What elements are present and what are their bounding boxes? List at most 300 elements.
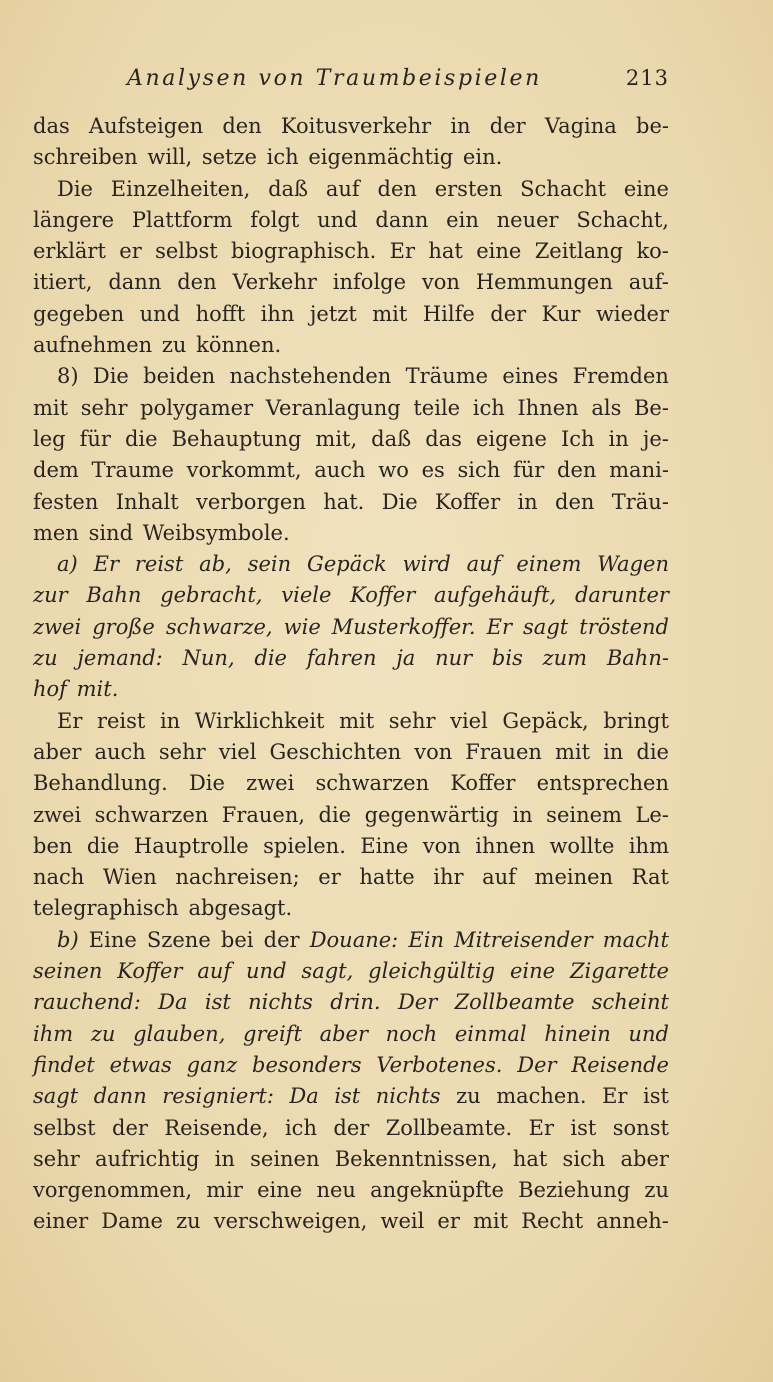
word: zur	[33, 583, 68, 608]
word: nachstehenden	[229, 364, 392, 389]
word: in	[608, 426, 629, 451]
text-line	[33, 1050, 669, 1081]
word: zum	[542, 646, 588, 671]
word: Rat	[631, 865, 669, 890]
text-line	[33, 1175, 669, 1206]
word: Dame	[101, 1209, 163, 1234]
word: der	[490, 301, 527, 326]
word: daß	[268, 176, 309, 201]
word: Weibsymbole.	[142, 520, 290, 545]
word: es	[421, 458, 445, 483]
word: Plattform	[131, 207, 233, 232]
text-line	[33, 518, 669, 549]
word: ja	[396, 646, 416, 671]
text-line	[33, 674, 669, 705]
word: zwei	[33, 614, 82, 639]
word: Einzelheiten,	[110, 176, 251, 201]
word: mit.	[76, 677, 119, 702]
word: sonst	[612, 1115, 669, 1140]
word: aber	[620, 1146, 669, 1171]
word: verschweigen,	[213, 1209, 368, 1234]
word: Vagina	[544, 114, 617, 138]
word: anneh-	[596, 1209, 669, 1234]
word: Koitusverkehr	[280, 114, 432, 138]
word: Träu-	[611, 489, 669, 514]
running-header	[33, 66, 669, 91]
word: itiert,	[33, 270, 93, 295]
word: Verbotenes.	[376, 1052, 503, 1077]
word: sehr	[388, 708, 436, 733]
word: zu	[33, 646, 58, 671]
word: aufnehmen	[33, 333, 153, 358]
word: teile	[413, 395, 461, 420]
word: nach	[33, 865, 85, 890]
word: Beziehung	[518, 1178, 631, 1203]
word: den	[555, 489, 595, 514]
word: wo	[378, 458, 409, 483]
word: etwas	[109, 1052, 172, 1077]
word: Hilfe	[422, 301, 475, 326]
word: Gepäck,	[502, 708, 589, 733]
word: setze	[201, 145, 257, 170]
word: will,	[147, 145, 193, 170]
word: spielen.	[263, 833, 346, 858]
word: die	[254, 646, 287, 671]
word: nichts	[375, 1084, 441, 1109]
word: scheint	[591, 990, 669, 1015]
word: dann	[108, 270, 162, 295]
word: Hauptrolle	[133, 833, 249, 858]
word: er	[119, 239, 142, 264]
word: Douane:	[309, 927, 399, 952]
text-line	[33, 549, 669, 580]
word: Zigarette	[569, 959, 669, 984]
text-line	[33, 111, 669, 142]
word: reist	[96, 708, 146, 733]
word: ist	[642, 1084, 669, 1109]
word: sagt	[33, 1084, 79, 1109]
word: ein.	[462, 145, 503, 170]
word: Der	[517, 1052, 557, 1077]
word: vorkommt,	[186, 458, 302, 483]
word: je-	[642, 426, 669, 451]
word: wird	[402, 552, 451, 577]
word: Die	[188, 771, 225, 796]
word: ab,	[199, 552, 232, 577]
word: dann	[375, 207, 429, 232]
word: eine	[257, 1178, 303, 1203]
word: Frauen,	[221, 802, 306, 827]
word: auch	[314, 458, 366, 483]
word: große	[92, 614, 155, 639]
word: die	[318, 802, 352, 827]
word: hat	[512, 1146, 548, 1171]
word: das	[425, 426, 462, 451]
word: zu	[176, 1209, 201, 1234]
word: neu	[316, 1178, 356, 1203]
word: nichts	[248, 990, 313, 1015]
word: 8)	[57, 364, 79, 389]
word: den	[557, 458, 597, 483]
word: Fremden	[572, 364, 669, 389]
word: eigene	[475, 426, 547, 451]
text-line	[33, 487, 669, 518]
word: der	[263, 927, 300, 952]
word: und	[317, 207, 358, 232]
word: Musterkoffer.	[331, 614, 476, 639]
word: bringt	[603, 708, 669, 733]
word: sein	[247, 552, 292, 577]
word: ihn	[260, 301, 295, 326]
word: Nun,	[182, 646, 235, 671]
word: gegenwärtig	[364, 802, 499, 827]
word: Er	[57, 708, 83, 733]
text-line	[33, 768, 669, 799]
word: eines	[502, 364, 559, 389]
word: reist	[134, 552, 184, 577]
word: in	[450, 114, 471, 138]
word: seinen	[250, 1146, 320, 1171]
word: a)	[57, 552, 78, 577]
word: aber	[319, 1021, 368, 1046]
word: sehr	[80, 395, 128, 420]
word: den	[177, 270, 217, 295]
word: findet	[33, 1052, 95, 1077]
word: mit	[33, 395, 69, 420]
word: festen	[33, 489, 99, 514]
word: Er	[389, 239, 416, 264]
chapter-title: Analysen von Traumbeispielen	[127, 66, 542, 91]
word: Aufsteigen	[88, 114, 204, 138]
word: er	[318, 865, 341, 890]
word: der	[112, 1115, 148, 1140]
word: dann	[93, 1084, 147, 1109]
word: Ein	[408, 927, 444, 952]
word: den	[377, 176, 417, 201]
word: gegeben	[33, 301, 125, 326]
word: und	[246, 959, 287, 984]
word: Recht	[521, 1209, 584, 1234]
word: Die	[57, 176, 93, 201]
word: längere	[33, 207, 115, 232]
word: ihr	[433, 865, 464, 890]
word: telegraphisch	[33, 896, 179, 921]
word: hat	[428, 239, 463, 264]
word: sagt,	[301, 959, 354, 984]
word: mit	[473, 1209, 509, 1234]
text-line	[33, 267, 669, 298]
word: nachreisen;	[175, 865, 300, 890]
word: von	[414, 739, 453, 764]
word: sich	[562, 1146, 606, 1171]
word: wieder	[595, 301, 669, 326]
text-line	[33, 424, 669, 455]
word: aufrichtig	[94, 1146, 200, 1171]
word: das	[33, 114, 70, 138]
word: beiden	[143, 364, 216, 389]
word: jemand:	[77, 646, 163, 671]
word: sagt	[523, 614, 569, 639]
word: Inhalt	[115, 489, 179, 514]
word: ihnen	[475, 833, 535, 858]
word: Koffer	[434, 489, 501, 514]
word: mit	[339, 708, 375, 733]
word: Koffer	[350, 583, 416, 608]
word: zwei	[246, 771, 295, 796]
word: die	[86, 833, 120, 858]
word: der	[333, 1115, 370, 1140]
word: verborgen	[196, 489, 306, 514]
word: für	[79, 426, 111, 451]
word: ich	[266, 145, 299, 170]
word: auf	[466, 552, 501, 577]
word: meinen	[534, 865, 614, 890]
word: schwarze,	[165, 614, 273, 639]
word: ganz	[186, 1052, 238, 1077]
word: für	[512, 458, 545, 483]
word: einmal	[454, 1021, 527, 1046]
word: Reisende,	[164, 1115, 269, 1140]
word: greift	[243, 1021, 302, 1046]
word: polygamer	[140, 395, 254, 420]
word: Wirklichkeit	[194, 708, 325, 733]
word: Er	[486, 614, 512, 639]
word: Reisende	[571, 1052, 669, 1077]
word: Wien	[102, 865, 157, 890]
text-line	[33, 706, 669, 737]
word: eigenmächtig	[308, 145, 454, 170]
word: Die	[381, 489, 418, 514]
word: ist	[204, 990, 231, 1015]
word: Bahn	[86, 583, 142, 608]
word: neuer	[496, 207, 559, 232]
word: men	[33, 520, 79, 545]
text-line	[33, 831, 669, 862]
word: Verkehr	[232, 270, 317, 295]
word: viel	[450, 708, 488, 733]
word: mit	[554, 739, 591, 764]
word: in	[512, 802, 533, 827]
word: auf	[325, 176, 360, 201]
word: ersten	[434, 176, 503, 201]
word: abgesagt.	[188, 896, 293, 921]
word: rauchend:	[33, 990, 141, 1015]
word: Eine	[360, 833, 409, 858]
word: Er	[93, 552, 119, 577]
word: Wagen	[597, 552, 669, 577]
word: jetzt	[309, 301, 357, 326]
word: Frauen	[465, 739, 542, 764]
word: Be-	[634, 395, 669, 420]
text-line	[33, 612, 669, 643]
text-line	[33, 925, 669, 956]
body-text	[33, 111, 669, 1238]
word: schwarzen	[94, 802, 209, 827]
word: biographisch.	[231, 239, 377, 264]
text-line	[33, 580, 669, 611]
text-line	[33, 956, 669, 987]
word: entsprechen	[536, 771, 669, 796]
word: von	[422, 833, 461, 858]
word: Hemmungen	[475, 270, 613, 295]
word: ben	[33, 833, 73, 858]
word: den	[222, 114, 262, 138]
word: mit	[372, 301, 408, 326]
word: darunter	[574, 583, 669, 608]
word: auf	[197, 959, 232, 984]
word: auf	[482, 865, 516, 890]
word: viele	[281, 583, 332, 608]
word: hatte	[359, 865, 415, 890]
text-line	[33, 236, 669, 267]
word: hof	[33, 677, 67, 702]
word: fahren	[306, 646, 377, 671]
word: Ihnen	[517, 395, 579, 420]
word: selbst	[33, 1115, 96, 1140]
text-line	[33, 893, 669, 924]
word: auf-	[628, 270, 669, 295]
word: Koffer	[117, 959, 183, 984]
word: dem	[33, 458, 79, 483]
word: zwei	[33, 802, 82, 827]
word: drin.	[330, 990, 381, 1015]
word: die	[124, 426, 158, 451]
word: in	[214, 1146, 235, 1171]
word: aber	[33, 739, 82, 764]
text-line	[33, 330, 669, 361]
text-line	[33, 987, 669, 1018]
word: Der	[397, 990, 438, 1015]
word: wollte	[549, 833, 615, 858]
word: schwarzen	[315, 771, 430, 796]
word: angeknüpfte	[370, 1178, 504, 1203]
text-line	[33, 455, 669, 486]
word: infolge	[332, 270, 407, 295]
text-line	[33, 1081, 669, 1112]
word: Koffer	[450, 771, 516, 796]
word: seinem	[546, 802, 622, 827]
text-line	[33, 1019, 669, 1050]
word: viel	[218, 739, 257, 764]
word: noch	[385, 1021, 438, 1046]
word: hinein	[544, 1021, 611, 1046]
word: gebracht,	[160, 583, 263, 608]
word: bis	[491, 646, 523, 671]
word: Bahn-	[606, 646, 669, 671]
word: und	[139, 301, 181, 326]
word: Schacht	[520, 176, 607, 201]
word: Mitreisender	[454, 927, 593, 952]
word: hat.	[323, 489, 365, 514]
word: eine	[509, 959, 556, 984]
text-line	[33, 1144, 669, 1175]
word: machen.	[496, 1084, 587, 1109]
word: hofft	[195, 301, 246, 326]
text-line	[33, 299, 669, 330]
word: zu	[90, 1021, 116, 1046]
word: Die	[92, 364, 129, 389]
text-line	[33, 393, 669, 424]
text-line	[33, 737, 669, 768]
text-line	[33, 862, 669, 893]
word: können.	[196, 333, 282, 358]
word: ihm	[33, 1021, 74, 1046]
word: mit,	[315, 426, 358, 451]
word: Eine	[88, 927, 137, 952]
word: auch	[94, 739, 146, 764]
word: eine	[476, 239, 522, 264]
word: erklärt	[33, 239, 106, 264]
word: vorgenommen,	[33, 1178, 193, 1203]
text-line	[33, 142, 669, 173]
word: ist	[570, 1115, 597, 1140]
word: Behauptung	[171, 426, 302, 451]
word: einer	[33, 1209, 89, 1234]
text-line	[33, 1206, 669, 1237]
word: eine	[623, 176, 669, 201]
word: Ich	[560, 426, 595, 451]
word: wie	[283, 614, 321, 639]
word: Geschichten	[269, 739, 402, 764]
page-number: 213	[625, 66, 669, 90]
text-line	[33, 205, 669, 236]
word: in	[517, 489, 538, 514]
text-line	[33, 800, 669, 831]
word: bei	[220, 927, 254, 952]
word: sehr	[33, 1146, 80, 1171]
word: der	[489, 114, 526, 138]
word: mir	[206, 1178, 243, 1203]
word: Bekenntnissen,	[334, 1146, 498, 1171]
word: folgt	[250, 207, 300, 232]
word: ich	[472, 395, 505, 420]
word: Zeitlang	[534, 239, 624, 264]
word: b)	[57, 927, 79, 952]
word: besonders	[252, 1052, 362, 1077]
word: ein	[446, 207, 479, 232]
word: schreiben	[33, 145, 138, 170]
word: ko-	[636, 239, 669, 264]
word: sind	[88, 520, 134, 545]
word: weil	[380, 1209, 425, 1234]
word: Träume	[405, 364, 489, 389]
word: glauben,	[133, 1021, 226, 1046]
text-line	[33, 1113, 669, 1144]
word: die	[636, 739, 669, 764]
text-line	[33, 361, 669, 392]
word: Da	[289, 1084, 319, 1109]
word: zu	[456, 1084, 481, 1109]
word: ich	[284, 1115, 317, 1140]
word: ihm	[628, 833, 669, 858]
word: er	[437, 1209, 460, 1234]
word: nur	[435, 646, 473, 671]
word: be-	[636, 114, 669, 138]
word: Zollbeamte	[454, 990, 575, 1015]
word: Schacht,	[576, 207, 669, 232]
word: als	[591, 395, 622, 420]
text-line	[33, 643, 669, 674]
word: einem	[516, 552, 582, 577]
word: selbst	[155, 239, 218, 264]
word: Zollbeamte.	[385, 1115, 513, 1140]
word: mani-	[609, 458, 669, 483]
word: Traume	[91, 458, 174, 483]
word: leg	[33, 426, 66, 451]
text-line	[33, 174, 669, 205]
word: Veranlagung	[265, 395, 401, 420]
word: Szene	[146, 927, 211, 952]
